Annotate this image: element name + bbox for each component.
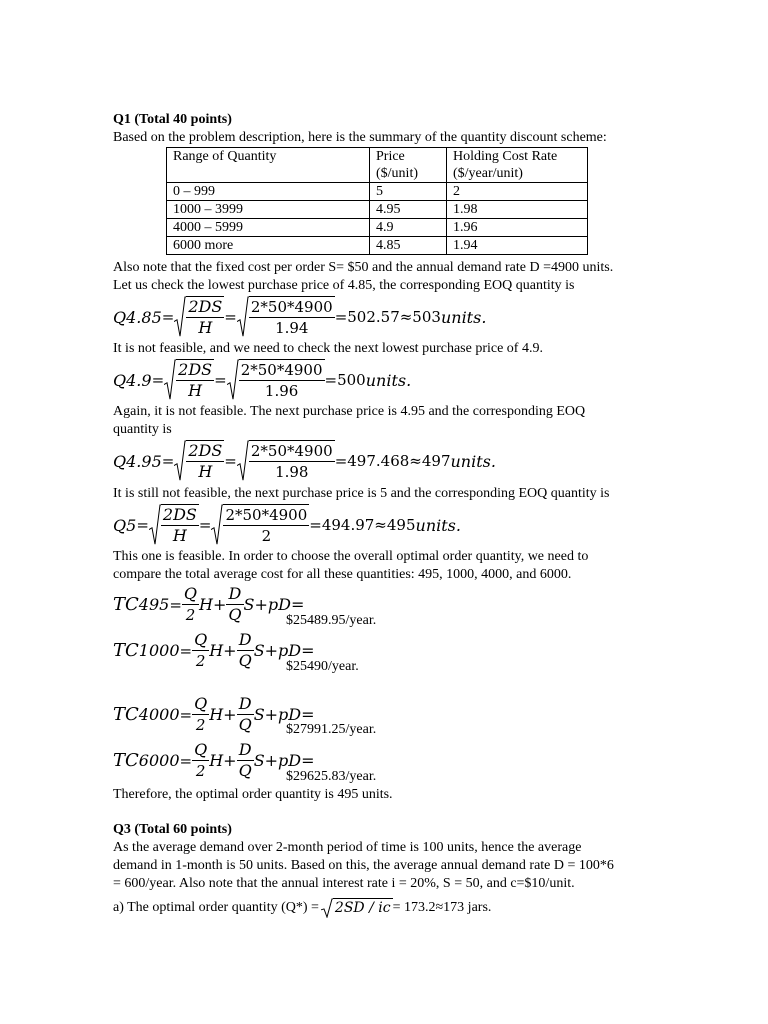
discount-table — [166, 147, 588, 255]
table-row — [167, 183, 588, 201]
tc-equation-6000: TC 6000 = $\frac{Q}{2}$ H+ $\frac{D}{Q}$ S+pD= — [113, 740, 315, 780]
eoq-equation-495: Q 4.95 = $\frac{2DS}{H}$ = $\frac{2*50*4900}{1.98}$ =497.468≈497 units. — [113, 441, 496, 481]
table-cell: 0 – 999 — [167, 183, 370, 201]
q1-conclusion: Therefore, the optimal order quantity is 495 units. — [113, 787, 393, 802]
table-cell: 1.94 — [447, 237, 588, 255]
q3-a-result: = 173.2≈173 jars. — [392, 900, 492, 915]
q3-part-a — [113, 898, 491, 918]
not-feasible-49: It is not feasible, and we need to check the next lowest purchase price of 4.9. — [113, 341, 543, 356]
tc-equation-4000: TC 4000 = $\frac{Q}{2}$ H+ $\frac{D}{Q}$ S+pD= — [113, 694, 315, 734]
table-row — [167, 219, 588, 237]
fixed-cost-note: Also note that the fixed cost per order S= $50 and the annual demand rate D =4900 units. — [113, 260, 614, 275]
q1-intro: Based on the problem description, here is the summary of the quantity discount scheme: — [113, 130, 607, 145]
table-cell: 6000 more — [167, 237, 370, 255]
tc-equation-495: TC 495 = $\frac{Q}{2}$ H+ $\frac{D}{Q}$ S+pD= — [113, 584, 305, 624]
eoq-equation-5: Q 5 = $\frac{2DS}{H}$ = $\frac{2*50*4900}{2}$ =494.97≈495 units. — [113, 505, 461, 545]
feasible-line-a: This one is feasible. In order to choose the overall optimal order quantity, we need to — [113, 549, 589, 564]
q3-heading: Q3 (Total 60 points) — [113, 822, 232, 837]
table-header-row — [167, 148, 588, 183]
not-feasible-495-b: quantity is — [113, 422, 172, 437]
table-cell: 5 — [370, 183, 447, 201]
table-cell: 2 — [447, 183, 588, 201]
table-cell: 1000 – 3999 — [167, 201, 370, 219]
table-cell: 1.96 — [447, 219, 588, 237]
header-holding: Holding Cost Rate ($/year/unit) — [447, 148, 588, 183]
q3-a-sqrt: 2SD / ic — [321, 898, 393, 918]
tc-equation-1000: TC 1000 = $\frac{Q}{2}$ H+ $\frac{D}{Q}$ S+pD= — [113, 630, 315, 670]
table-cell: 4.95 — [370, 201, 447, 219]
tc-value-495: $25489.95/year. — [286, 613, 377, 628]
q1-heading: Q1 (Total 40 points) — [113, 112, 232, 127]
q3-paragraph-line2: demand in 1-month is 50 units. Based on this, the average annual demand rate D = 100*6 — [113, 858, 614, 873]
q3-paragraph-line3: = 600/year. Also note that the annual interest rate i = 20%, S = 50, and c=$10/unit. — [113, 876, 575, 891]
eoq-equation-49: Q 4.9 = $\frac{2DS}{H}$ = $\frac{2*50*4900}{1.96}$ =500 units. — [113, 360, 412, 400]
not-feasible-495-a: Again, it is not feasible. The next purchase price is 4.95 and the corresponding EOQ — [113, 404, 586, 419]
q3-a-prefix: a) The optimal order quantity (Q*) = — [113, 900, 319, 915]
table-row — [167, 237, 588, 255]
header-price: Price ($/unit) — [370, 148, 447, 183]
not-feasible-5: It is still not feasible, the next purchase price is 5 and the corresponding EOQ quantity is — [113, 486, 610, 501]
tc-value-6000: $29625.83/year. — [286, 769, 377, 784]
eoq-equation-485: Q 4.85 = $\frac{2DS}{H}$ = $\frac{2*50*4900}{1.94}$ =502.57≈503 units. — [113, 297, 487, 337]
tc-value-1000: $25490/year. — [286, 659, 359, 674]
table-row — [167, 201, 588, 219]
tc-value-4000: $27991.25/year. — [286, 722, 377, 737]
table-cell: 4.85 — [370, 237, 447, 255]
table-cell: 4000 – 5999 — [167, 219, 370, 237]
feasible-line-b: compare the total average cost for all these quantities: 495, 1000, 4000, and 6000. — [113, 567, 572, 582]
table-cell: 1.98 — [447, 201, 588, 219]
q3-paragraph-line1: As the average demand over 2-month period of time is 100 units, hence the average — [113, 840, 582, 855]
table-cell: 4.9 — [370, 219, 447, 237]
header-range: Range of Quantity — [167, 148, 370, 183]
check-lowest-note: Let us check the lowest purchase price of 4.85, the corresponding EOQ quantity is — [113, 278, 575, 293]
